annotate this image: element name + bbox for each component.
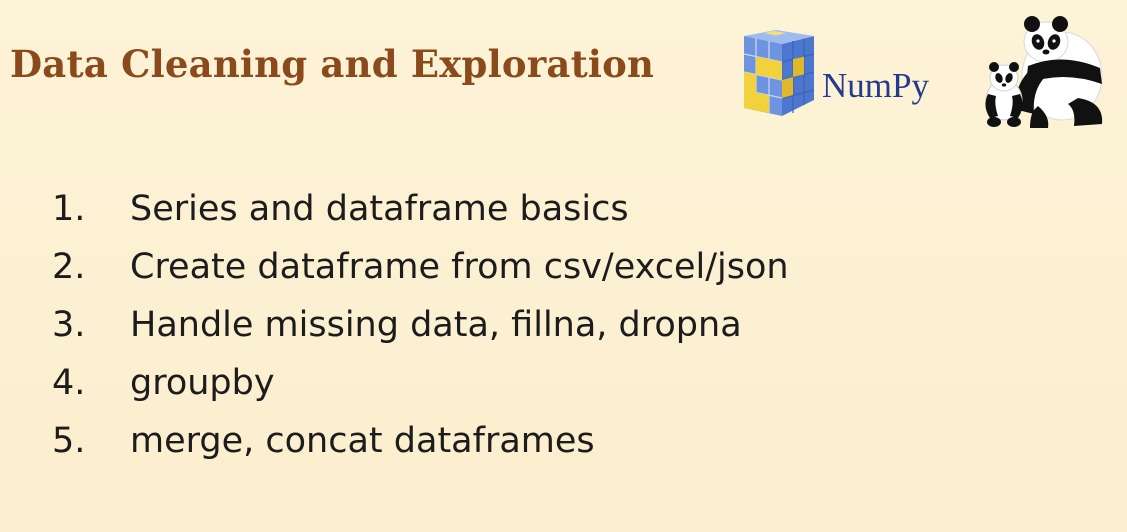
agenda-item-number: 3.: [52, 305, 86, 345]
agenda-item-number: 1.: [52, 189, 86, 229]
agenda-item-text: groupby: [130, 363, 275, 403]
agenda-item-text: Handle missing data, fillna, dropna: [130, 305, 742, 345]
panda-icon: [978, 6, 1112, 130]
slide-title: Data Cleaning and Exploration: [10, 42, 655, 86]
agenda-item-number: 2.: [52, 247, 86, 287]
agenda-item-text: Create dataframe from csv/excel/json: [130, 247, 789, 287]
agenda-item-text: merge, concat dataframes: [130, 421, 595, 461]
agenda-item-text: Series and dataframe basics: [130, 189, 629, 229]
agenda-item-number: 4.: [52, 363, 86, 403]
numpy-logo-icon: [734, 30, 824, 122]
agenda-item: [52, 354, 789, 412]
agenda-list: [52, 180, 789, 470]
numpy-label: NumPy: [822, 66, 929, 105]
agenda-item: [52, 238, 789, 296]
agenda-item: [52, 296, 789, 354]
agenda-item: [52, 412, 789, 470]
agenda-item: [52, 180, 789, 238]
agenda-item-number: 5.: [52, 421, 86, 461]
